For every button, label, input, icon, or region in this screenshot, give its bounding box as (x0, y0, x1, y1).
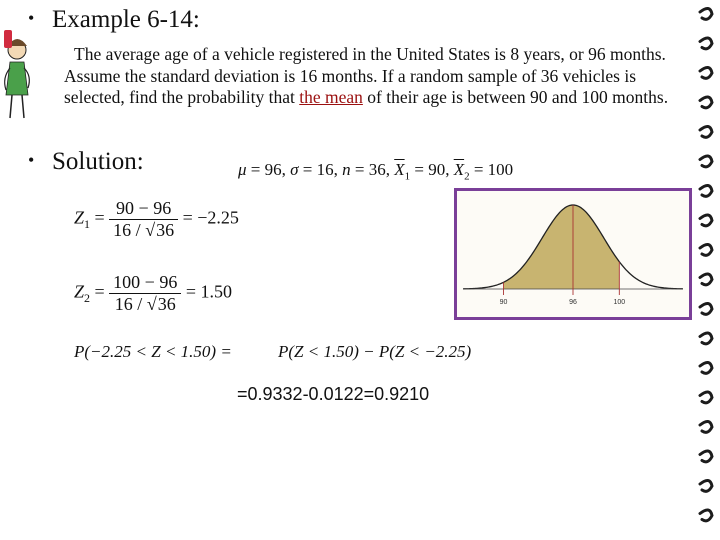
z2-equals: = (94, 281, 105, 302)
title-text: Example 6-14: (52, 6, 200, 33)
spiral-ring (700, 303, 712, 314)
spiral-ring (700, 156, 712, 167)
z1-den-prefix: 16 / (113, 220, 146, 240)
spiral-ring (700, 274, 712, 285)
spiral-ring (700, 8, 712, 19)
solution-heading (28, 148, 144, 176)
spiral-ring (700, 97, 712, 108)
z1-subscript: 1 (84, 217, 91, 232)
z1-equals: = (94, 207, 105, 228)
problem-highlight: the mean (299, 87, 363, 108)
z2-den-root: 36 (157, 294, 176, 314)
numeric-answer: =0.9332-0.0122=0.9210 (237, 384, 430, 404)
z2-symbol: Z (74, 281, 85, 302)
sigma-symbol: σ (290, 160, 299, 179)
spiral-ring (700, 67, 712, 78)
z2-result: = 1.50 (185, 281, 232, 302)
probability-rhs: P(Z < 1.50) − P(Z < −2.25) (278, 342, 472, 361)
shaded-region (504, 205, 620, 289)
spiral-ring (700, 362, 712, 373)
problem-statement (64, 44, 684, 109)
z2-den-prefix: 16 / (114, 294, 147, 314)
spiral-ring (700, 244, 712, 255)
mu-symbol: μ (238, 160, 247, 179)
z2-denominator: 16 / √36 (114, 294, 176, 314)
x-tick-label-90: 90 (499, 299, 508, 306)
slide-title (28, 6, 200, 34)
n-symbol: n (342, 160, 351, 179)
mu-value: = 96, (246, 160, 291, 179)
givens-line (238, 160, 513, 182)
xbar1-value: = 90, (410, 160, 454, 179)
z1-formula (74, 198, 239, 241)
spiral-ring (700, 480, 712, 491)
z1-symbol: Z (74, 207, 85, 228)
xbar2-symbol: $\overline{X}$ (453, 160, 465, 179)
spiral-ring (700, 185, 712, 196)
xbar2-subscript: 2 (464, 170, 470, 183)
xbar1-subscript: 1 (404, 170, 411, 183)
problem-text-before: The average age of a vehicle registered in the United States is 8 years, or 96 months. Assume the standard deviation is 16 months. If a random sample of 36 vehicles is selected, find the probability that (64, 44, 666, 108)
bullet-dot: • (28, 8, 35, 28)
solution-text: Solution: (52, 148, 144, 175)
spiral-ring (700, 38, 712, 49)
z1-denominator: 16 / √36 (113, 220, 175, 240)
spiral-binding-icon (694, 0, 720, 540)
z1-result: = −2.25 (182, 207, 239, 228)
spiral-ring (700, 126, 712, 137)
problem-text-after: of their age is between 90 and 100 months. (362, 87, 669, 108)
spiral-ring (700, 392, 712, 403)
normal-curve-chart (457, 191, 689, 317)
xbar2-value: = 100 (469, 160, 514, 179)
chart-frame (454, 188, 692, 320)
bullet-dot: • (28, 150, 35, 170)
z2-fraction (109, 272, 181, 315)
z1-numerator: 90 − 96 (109, 198, 178, 220)
spiral-ring (700, 510, 712, 521)
spiral-ring (700, 421, 712, 432)
spiral-ring (700, 215, 712, 226)
probability-lhs: P(−2.25 < Z < 1.50) = (74, 342, 232, 361)
x-tick-label-100: 100 (613, 299, 626, 306)
n-value: = 36, (350, 160, 395, 179)
z2-subscript: 2 (84, 291, 91, 306)
xbar1-symbol: $\overline{X}$ (394, 160, 405, 179)
spiral-ring (700, 451, 712, 462)
sigma-value: = 16, (298, 160, 343, 179)
z1-den-root: 36 (156, 220, 175, 240)
x-tick-label-96: 96 (569, 299, 577, 306)
z1-fraction (109, 198, 178, 241)
z2-numerator: 100 − 96 (109, 272, 181, 294)
spiral-ring (700, 333, 712, 344)
z2-formula (74, 272, 232, 315)
